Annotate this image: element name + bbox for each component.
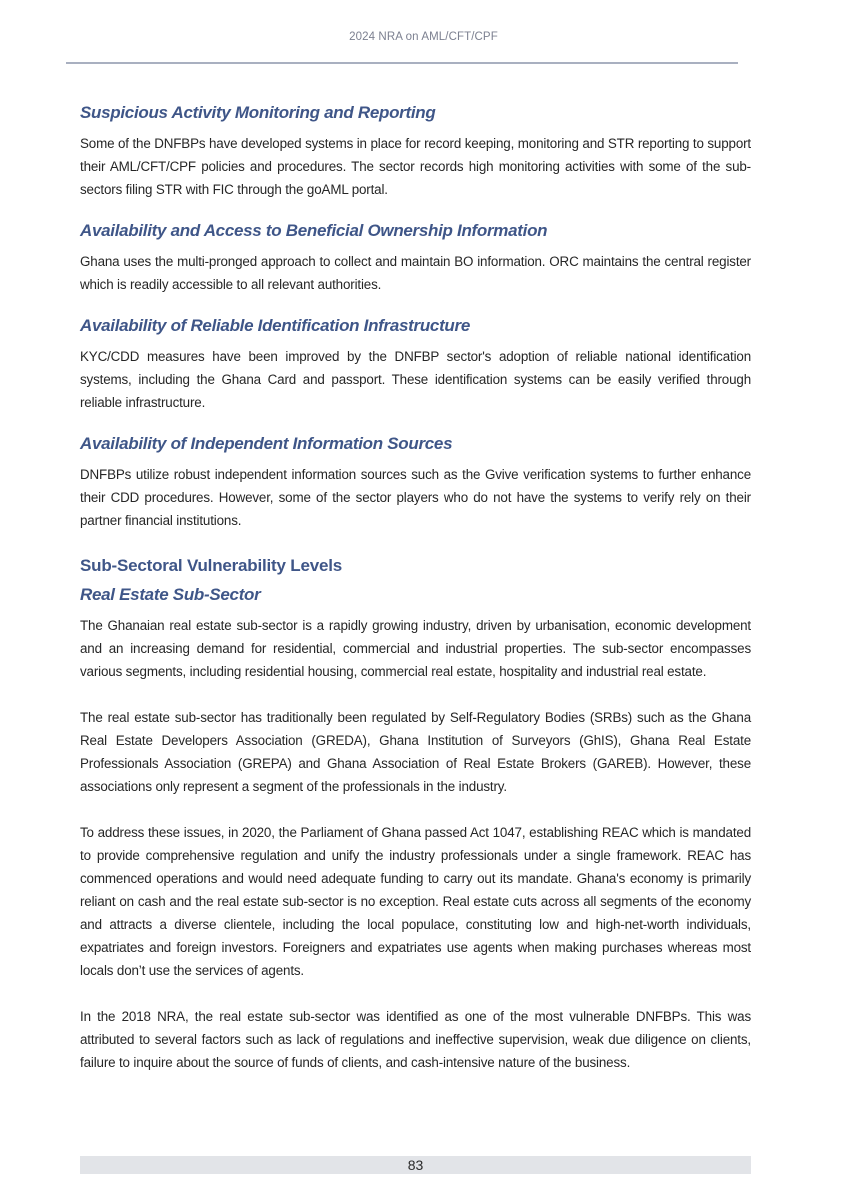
- section-beneficial-ownership: [80, 219, 751, 296]
- section-heading: Availability of Reliable Identification Infrastructure: [80, 316, 470, 335]
- real-estate-paragraph: To address these issues, in 2020, the Parliament of Ghana passed Act 1047, establishing REAC which is mandated to provide comprehensive regulation and unify the industry professionals under a single framework. REAC has commenced operations and would need adequate funding to carry out its mandate. Ghana's economy is primarily reliant on cash and the real estate sub-sector is no exception. Real estate cuts across all segments of the economy and attracts a diverse clientele, including the local populace, constituting low and high-net-worth individuals, expatriates and foreign investors. Foreigners and expatriates use agents when making purchases whereas most locals don’t use the services of agents.: [80, 825, 751, 978]
- page-number: 83: [407, 1157, 424, 1173]
- real-estate-paragraph: The Ghanaian real estate sub-sector is a rapidly growing industry, driven by urbanisation, economic development and an increasing demand for residential, commercial and industrial properties. The sub-sector encompasses various segments, including residential housing, commercial real estate, hospitality and industrial real estate.: [80, 618, 751, 679]
- section-paragraph: KYC/CDD measures have been improved by the DNFBP sector's adoption of reliable national identification systems, including the Ghana Card and passport. These identification systems can be easily verified through reliable infrastructure.: [80, 349, 751, 410]
- section-identification-infrastructure: [80, 314, 751, 414]
- section-heading: Availability of Independent Information Sources: [80, 434, 453, 453]
- section-paragraph: Some of the DNFBPs have developed systems in place for record keeping, monitoring and STR reporting to support their AML/CFT/CPF policies and procedures. The sector records high monitoring activities with some of the sub-sectors filing STR with FIC through the goAML portal.: [80, 136, 751, 197]
- subsection-heading-real-estate: Real Estate Sub-Sector: [80, 585, 261, 604]
- section-heading: Availability and Access to Beneficial Ownership Information: [80, 221, 548, 240]
- real-estate-paragraph: In the 2018 NRA, the real estate sub-sector was identified as one of the most vulnerable DNFBPs. This was attributed to several factors such as lack of regulations and ineffective supervision, weak due diligence on clients, failure to inquire about the source of funds of clients, and cash-intensive nature of the business.: [80, 1009, 751, 1070]
- page-footer: [80, 1156, 751, 1174]
- page-content: [80, 101, 751, 1074]
- section-sub-sectoral-vulnerability: [80, 554, 751, 1074]
- document-title: 2024 NRA on AML/CFT/CPF: [349, 31, 498, 43]
- section-heading: Suspicious Activity Monitoring and Reporting: [80, 103, 436, 122]
- page-header: [0, 0, 847, 66]
- section-paragraph: Ghana uses the multi-pronged approach to collect and maintain BO information. ORC maintains the central register which is readily accessible to all relevant authorities.: [80, 254, 751, 292]
- section-paragraph: DNFBPs utilize robust independent information sources such as the Gvive verification systems to further enhance their CDD procedures. However, some of the sector players who do not have the systems to verify rely on their partner financial institutions.: [80, 467, 751, 528]
- section-suspicious-activity: [80, 101, 751, 201]
- section-independent-sources: [80, 432, 751, 532]
- header-divider: [66, 62, 738, 64]
- section-heading: Sub-Sectoral Vulnerability Levels: [80, 556, 343, 575]
- real-estate-paragraph: The real estate sub-sector has traditionally been regulated by Self-Regulatory Bodies (SRBs) such as the Ghana Real Estate Developers Association (GREDA), Ghana Institution of Surveyors (GhIS), Ghana Real Estate Professionals Association (GREPA) and Ghana Association of Real Estate Brokers (GAREB). However, these associations only represent a segment of the professionals in the industry.: [80, 710, 751, 794]
